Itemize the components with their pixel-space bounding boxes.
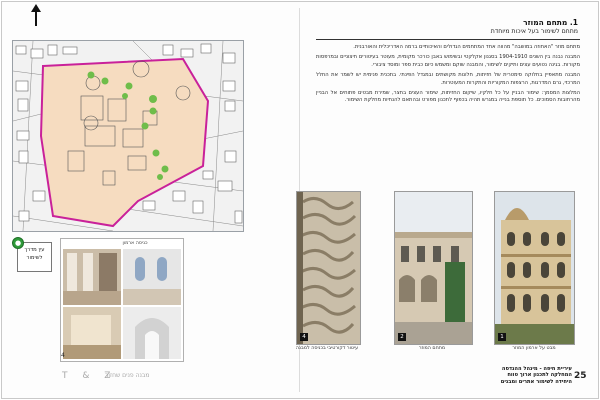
- legend-tree-icon: ●: [12, 237, 24, 249]
- page-number: 25: [574, 371, 587, 381]
- mansion-drawing: [495, 192, 574, 344]
- caption-courtyard: מתחם המוזר: [418, 346, 446, 351]
- collage-number: 4: [61, 352, 65, 359]
- courtyard-drawing: [395, 192, 472, 344]
- interior-photo-collage: [60, 238, 184, 362]
- paragraph-3: המבנה מתאפיין בחלוקה סימטרית של חזיתות, חלונות מקושתים ובמגדל הפינתי. בתכנית פנימית יש לשמר את החלל המרכזי, גרם המדרגות, הרצפות המקוריות והתקרות המעוטרות.: [316, 72, 580, 86]
- photo-number-4: 4: [300, 333, 308, 341]
- publisher-footer: [460, 366, 572, 385]
- courtyard-photo: [394, 191, 473, 345]
- photo-number-1: 1: [498, 333, 506, 341]
- caption-mansion: מבט על ארמון המוזר: [512, 346, 556, 351]
- handwritten-note: מבנה פנים שחזור: [105, 372, 150, 379]
- section-subtitle: מתחם לשימור בעל איכות מיוחדת: [490, 28, 578, 35]
- section-title: 1. מתחם המוזר: [523, 18, 578, 27]
- header-rule: [316, 39, 580, 40]
- body-text: [316, 44, 580, 105]
- caption-ornament: עיטור דקורטיבי בכניסה למבנה: [295, 346, 359, 351]
- handwritten-mark: T & Z: [62, 371, 117, 381]
- site-map: [12, 40, 244, 232]
- legend-label: עץ מדרך לשימור: [24, 247, 45, 261]
- paragraph-2: המבנה נבנה בין השנים 1904-1910 בסגנון אקלקטי ובשימוש באבן כורכר מקומית, מעוטר בעיטורים חיצוניים ובמרפסות מקורות. בגינה נטועים עצים ותיקים לשימור, והמבנה שוקם ומשמש כיום כבית ספר ומוסד ציבורי.: [316, 54, 580, 68]
- collage-photos: [61, 239, 183, 361]
- paragraph-1: מתחם מוזר "האחוזה במושבה" מהווה אחד המתחמים הגדולים והאיכותיים ברמה האדריכלית והאורבנית.: [353, 44, 580, 50]
- paragraph-4: המלצות המסמך: שימור הבניין על כל חלקיו, שיקום החזיתות, שימור העצים בחצר, שמירת מבטים פתוחים אל הבניין מהרחובות הסמוכים. כל תוספת בנייה במגרש תהיה בכפוף לתכנון מפורט ובהתאם להנחיות מחלקת השימור.: [316, 90, 580, 104]
- map-legend: [14, 239, 52, 272]
- photo-number-2: 2: [398, 333, 406, 341]
- mansion-photo: [494, 191, 575, 345]
- collage-title: כניסה ארמון: [122, 241, 148, 246]
- section-header: [312, 18, 578, 35]
- ornament-drawing: [297, 192, 360, 344]
- north-arrow-icon: [30, 4, 42, 26]
- footer-line-1: עיריית חיפה - מינהל ההנדסה: [501, 366, 572, 372]
- ornament-photo: [296, 191, 361, 345]
- footer-line-2: המחלקה לתכנון ארוך טווח: [507, 372, 572, 379]
- footer-line-3: היחידה לשימור אתרים ומבנים: [500, 378, 572, 385]
- site-map-drawing: [13, 41, 243, 231]
